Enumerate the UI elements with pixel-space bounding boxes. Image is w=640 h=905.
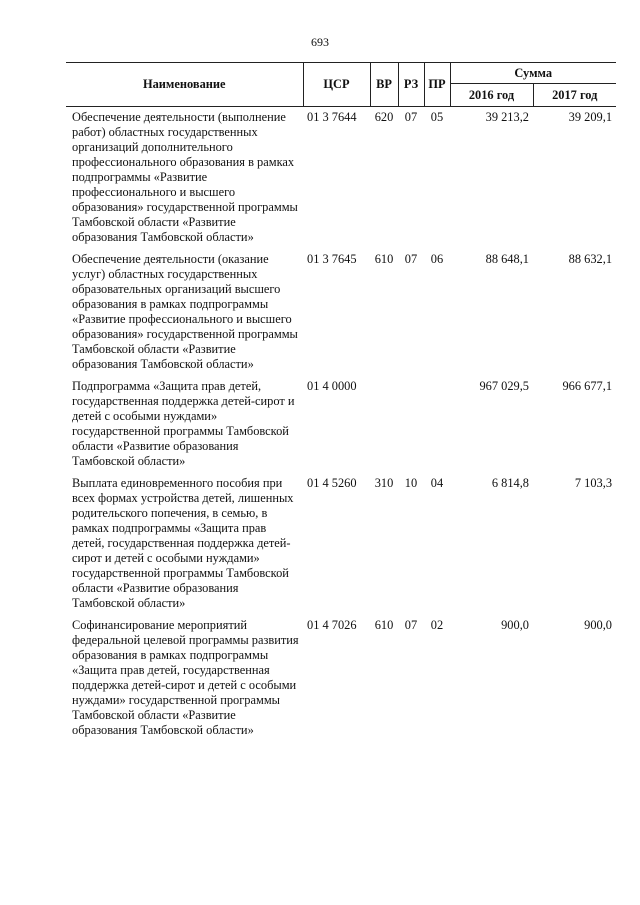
- row-vr: 620: [374, 110, 394, 124]
- table-row: [66, 618, 616, 745]
- row-vr: 610: [374, 618, 394, 632]
- row-csr: 01 4 5260: [307, 476, 357, 490]
- table-row: [66, 107, 616, 253]
- row-sum-2016: 967 029,5: [479, 379, 529, 393]
- row-sum-2017: 966 677,1: [562, 379, 613, 393]
- header-year-2017: 2017 год: [533, 84, 616, 107]
- row-pr: 05: [430, 110, 444, 124]
- header-pr: ПР: [424, 63, 450, 107]
- row-name: Выплата единовременного пособия при всех формах устройства детей, лишенных родительского попечения, в семью, в рамках подпрограммы «Защита прав детей, государственная поддержка детей-сирот и детей с особыми нуждами» государственной программы Тамбовской области «Развитие образования Тамбовской области»: [72, 476, 294, 610]
- row-name: Обеспечение деятельности (оказание услуг) областных государственных образовательных организаций высшего образования в рамках подпрограммы «Развитие профессионального и высшего образования» государственной программы Тамбовской области «Развитие образования Тамбовской области»: [72, 252, 298, 371]
- table-row: [66, 379, 616, 476]
- page-number: 693: [311, 35, 329, 49]
- table-header: [66, 63, 616, 107]
- row-sum-2016: 88 648,1: [485, 252, 529, 266]
- row-csr: 01 4 0000: [307, 379, 357, 393]
- table-row: [66, 252, 616, 379]
- header-rz: РЗ: [398, 63, 424, 107]
- row-name: Обеспечение деятельности (выполнение работ) областных государственных организаций дополнительного профессионального образования в рамках подпрограммы «Развитие профессионального и высшего образования» государственной программы Тамбовской области «Развитие образования Тамбовской области»: [72, 110, 298, 244]
- row-vr: [370, 379, 398, 476]
- header-vr: ВР: [370, 63, 398, 107]
- row-pr: 06: [430, 252, 444, 266]
- row-rz: 07: [404, 618, 418, 632]
- row-sum-2016: 6 814,8: [491, 476, 529, 490]
- row-sum-2017: 39 209,1: [568, 110, 613, 124]
- budget-table: [66, 62, 616, 745]
- row-name: Подпрограмма «Защита прав детей, государственная поддержка детей-сирот и детей с особыми нуждами» государственной программы Тамбовской области «Развитие образования Тамбовской области»: [72, 379, 295, 468]
- header-sum: Сумма: [450, 63, 616, 84]
- header-csr: ЦСР: [303, 63, 370, 107]
- row-sum-2017: 88 632,1: [568, 252, 613, 266]
- row-pr: [424, 379, 450, 476]
- row-vr: 610: [374, 252, 394, 266]
- row-rz: [398, 379, 424, 476]
- row-sum-2017: 900,0: [584, 618, 613, 632]
- row-pr: 02: [430, 618, 444, 632]
- row-sum-2016: 39 213,2: [485, 110, 529, 124]
- row-vr: 310: [374, 476, 394, 490]
- row-pr: 04: [430, 476, 444, 490]
- row-csr: 01 3 7645: [307, 252, 357, 266]
- header-name: Наименование: [66, 63, 303, 107]
- table-row: [66, 476, 616, 618]
- row-sum-2017: 7 103,3: [574, 476, 613, 490]
- row-csr: 01 3 7644: [307, 110, 357, 124]
- row-name: Софинансирование мероприятий федеральной целевой программы развития образования в рамках подпрограммы «Защита прав детей, государственная поддержка детей-сирот и детей с особыми нуждами» государственной программы Тамбовской области «Развитие образования Тамбовской области»: [72, 618, 299, 737]
- row-rz: 07: [404, 110, 418, 124]
- row-rz: 10: [404, 476, 418, 490]
- row-csr: 01 4 7026: [307, 618, 357, 632]
- row-rz: 07: [404, 252, 418, 266]
- header-year-2016: 2016 год: [450, 84, 533, 107]
- row-sum-2016: 900,0: [501, 618, 529, 632]
